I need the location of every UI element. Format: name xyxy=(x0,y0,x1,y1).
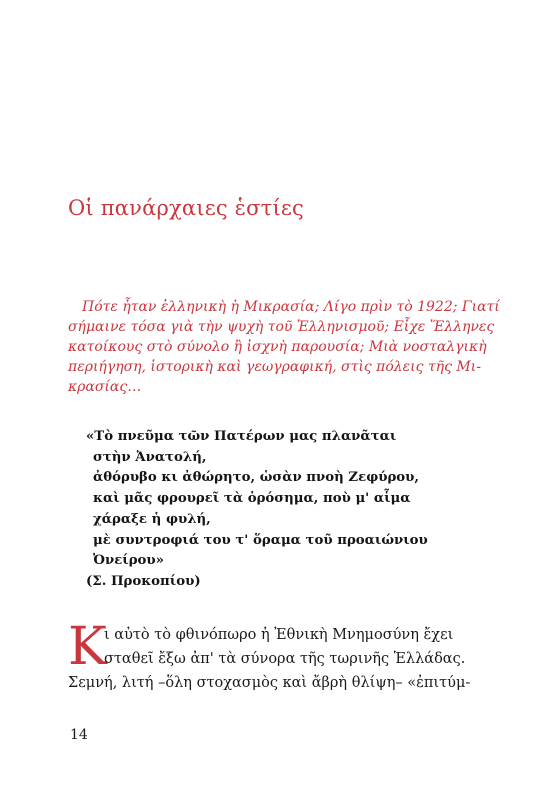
intro-line: Πότε ἦταν ἑλληνικὴ ἡ Μικρασία; Λίγο πρὶν τὸ 1922; Γιατί xyxy=(82,299,500,315)
drop-cap: Κ xyxy=(68,617,107,677)
page-number: 14 xyxy=(70,727,88,743)
poem-line: στὴν Ἀνατολή, xyxy=(93,449,207,465)
body-line: Σεμνή, λιτή –ὅλη στοχασμὸς καὶ ἄβρὴ θλίψη– «ἐπιτύμ- xyxy=(68,675,471,691)
body-line: σταθεῖ ἔξω ἀπ' τὰ σύνορα τῆς τωρινῆς Ἑλλάδας. xyxy=(104,651,466,667)
poem-line: χάραξε ἡ φυλή, xyxy=(93,511,211,527)
intro-line: κρασίας… xyxy=(68,379,142,395)
poem-line: Ὀνείρου» xyxy=(93,553,164,569)
poem-attribution: (Σ. Προκοπίου) xyxy=(86,573,201,589)
body-line: ι αὐτὸ τὸ φθινόπωρο ἡ Ἐθνικὴ Μνημοσύνη ἔχει xyxy=(104,627,454,643)
chapter-title: Οἱ πανάρχαιες ἑστίες xyxy=(68,196,304,220)
intro-paragraph xyxy=(68,297,500,397)
intro-line: περιήγηση, ἱστορικὴ καὶ γεωγραφική, στὶς πόλεις τῆς Μι- xyxy=(68,359,481,375)
poem-quote xyxy=(86,427,486,593)
poem-line: «Τὸ πνεῦμα τῶν Πατέρων μας πλανᾶται xyxy=(86,429,397,444)
poem-line: μὲ συντροφιά του τ' ὅραμα τοῦ προαιώνιου xyxy=(93,532,428,548)
intro-line: σήμαινε τόσα γιὰ τὴν ψυχὴ τοῦ Ἑλληνισμοῦ; Εἶχε Ἕλληνες xyxy=(68,319,495,335)
poem-line: καὶ μᾶς φρουρεῖ τὰ ὁρόσημα, ποὺ μ' αἷμα xyxy=(93,491,411,507)
body-paragraph xyxy=(68,617,492,695)
intro-line: κατοίκους στὸ σύνολο ἢ ἰσχνὴ παρουσία; Μιὰ νοσταλγικὴ xyxy=(68,339,487,355)
poem-line: ἀθόρυβο κι ἀθώρητο, ὡσὰν πνοὴ Ζεφύρου, xyxy=(93,470,420,486)
